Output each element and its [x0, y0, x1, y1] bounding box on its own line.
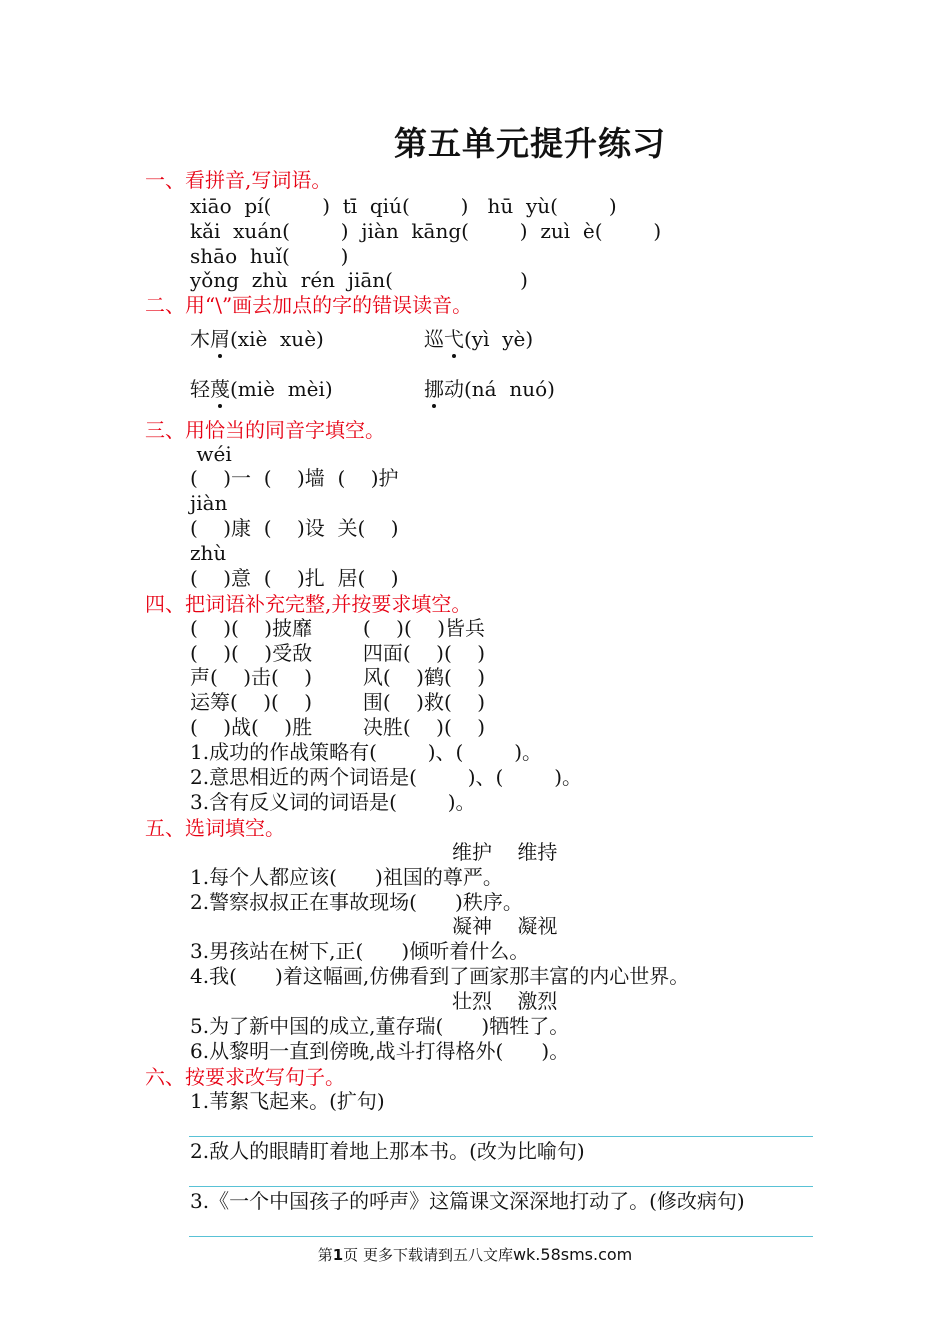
section-1-heading: 一、看拼音,写词语。 — [145, 168, 332, 192]
s5-question-2: 2.警察叔叔正在事故现场( )秩序。 — [190, 890, 523, 914]
s5-question-6: 6.从黎明一直到傍晚,战斗打得格外( )。 — [190, 1039, 570, 1063]
section-5-heading: 五、选词填空。 — [145, 816, 285, 840]
s1-line-3: shāo huǐ( ) — [190, 244, 349, 268]
footer-site: wk.58sms.com — [512, 1245, 633, 1264]
s3-pinyin-3: zhù — [190, 541, 227, 565]
s5-question-5: 5.为了新中国的成立,董存瑞( )牺牲了。 — [190, 1014, 570, 1038]
section-4-heading: 四、把词语补充完整,并按要求填空。 — [145, 592, 472, 616]
s5-question-3: 3.男孩站在树下,正( )倾听着什么。 — [190, 939, 530, 963]
s2-d-dotted-char: 挪 — [424, 377, 444, 401]
s2-a-dotted-char: 屑 — [210, 327, 230, 351]
s3-row-2: ( )康 ( )设 关( ) — [190, 516, 399, 540]
answer-line-2 — [189, 1186, 813, 1187]
s2-b-dotted-char: 弋 — [444, 327, 464, 351]
s2-a-options: (xiè xuè) — [230, 327, 324, 351]
s4-row-4: 运筹( )( ) 围( )救( ) — [190, 690, 485, 714]
s1-line-2: kǎi xuán( ) jiàn kāng( ) zuì è( ) — [190, 219, 662, 243]
page-number: 1 — [332, 1246, 344, 1264]
s4-question-3: 3.含有反义词的词语是( )。 — [190, 790, 476, 814]
s1-line-1: xiāo pí( ) tī qiú( ) hū yù( ) — [190, 194, 617, 218]
s4-row-5: ( )战( )胜 决胜( )( ) — [190, 715, 485, 739]
s6-question-3: 3.《一个中国孩子的呼声》这篇课文深深地打动了。(修改病句) — [190, 1189, 745, 1213]
s6-question-2: 2.敌人的眼睛盯着地上那本书。(改为比喻句) — [190, 1139, 585, 1163]
section-2-heading: 二、用“\”画去加点的字的错误读音。 — [145, 293, 473, 317]
section-6-heading: 六、按要求改写句子。 — [145, 1065, 345, 1089]
answer-line-1 — [189, 1136, 813, 1137]
s2-item-d — [424, 377, 555, 402]
s5-word-choices-1: 维护 维持 — [452, 840, 558, 864]
s1-line-4: yǒng zhù rén jiān( ) — [190, 268, 528, 292]
s5-word-choices-2: 凝神 凝视 — [452, 914, 558, 938]
s5-question-1: 1.每个人都应该( )祖国的尊严。 — [190, 865, 503, 889]
s4-question-1: 1.成功的作战策略有( )、( )。 — [190, 740, 543, 764]
page-footer — [0, 1244, 950, 1266]
s4-row-2: ( )( )受敌 四面( )( ) — [190, 641, 485, 665]
s2-c-dotted-char: 蔑 — [210, 377, 230, 401]
s3-pinyin-1: wéi — [190, 442, 232, 466]
page-title: 第五单元提升练习 — [394, 124, 666, 163]
s2-item-c — [190, 377, 333, 402]
answer-line-3 — [189, 1236, 813, 1237]
s5-question-4: 4.我( )着这幅画,仿佛看到了画家那丰富的内心世界。 — [190, 964, 690, 988]
s2-b-char: 巡 — [424, 327, 444, 351]
s3-pinyin-2: jiàn — [190, 491, 228, 515]
s2-d-options: 动(ná nuó) — [444, 377, 555, 401]
s5-word-choices-3: 壮烈 激烈 — [452, 989, 558, 1013]
s3-row-3: ( )意 ( )扎 居( ) — [190, 566, 399, 590]
s4-question-2: 2.意思相近的两个词语是( )、( )。 — [190, 765, 583, 789]
footer-prefix: 第 — [317, 1246, 333, 1264]
s2-b-options: (yì yè) — [464, 327, 534, 351]
s2-item-b — [424, 327, 533, 352]
s2-a-char: 木 — [190, 327, 210, 351]
s6-question-1: 1.苇絮飞起来。(扩句) — [190, 1089, 385, 1113]
s2-c-options: (miè mèi) — [230, 377, 333, 401]
s3-row-1: ( )一 ( )墙 ( )护 — [190, 466, 399, 490]
s2-item-a — [190, 327, 324, 352]
s2-c-char: 轻 — [190, 377, 210, 401]
s4-row-1: ( )( )披靡 ( )( )皆兵 — [190, 616, 485, 640]
footer-text: 页 更多下载请到五八文库 — [343, 1246, 513, 1264]
s4-row-3: 声( )击( ) 风( )鹤( ) — [190, 665, 485, 689]
section-3-heading: 三、用恰当的同音字填空。 — [145, 418, 385, 442]
